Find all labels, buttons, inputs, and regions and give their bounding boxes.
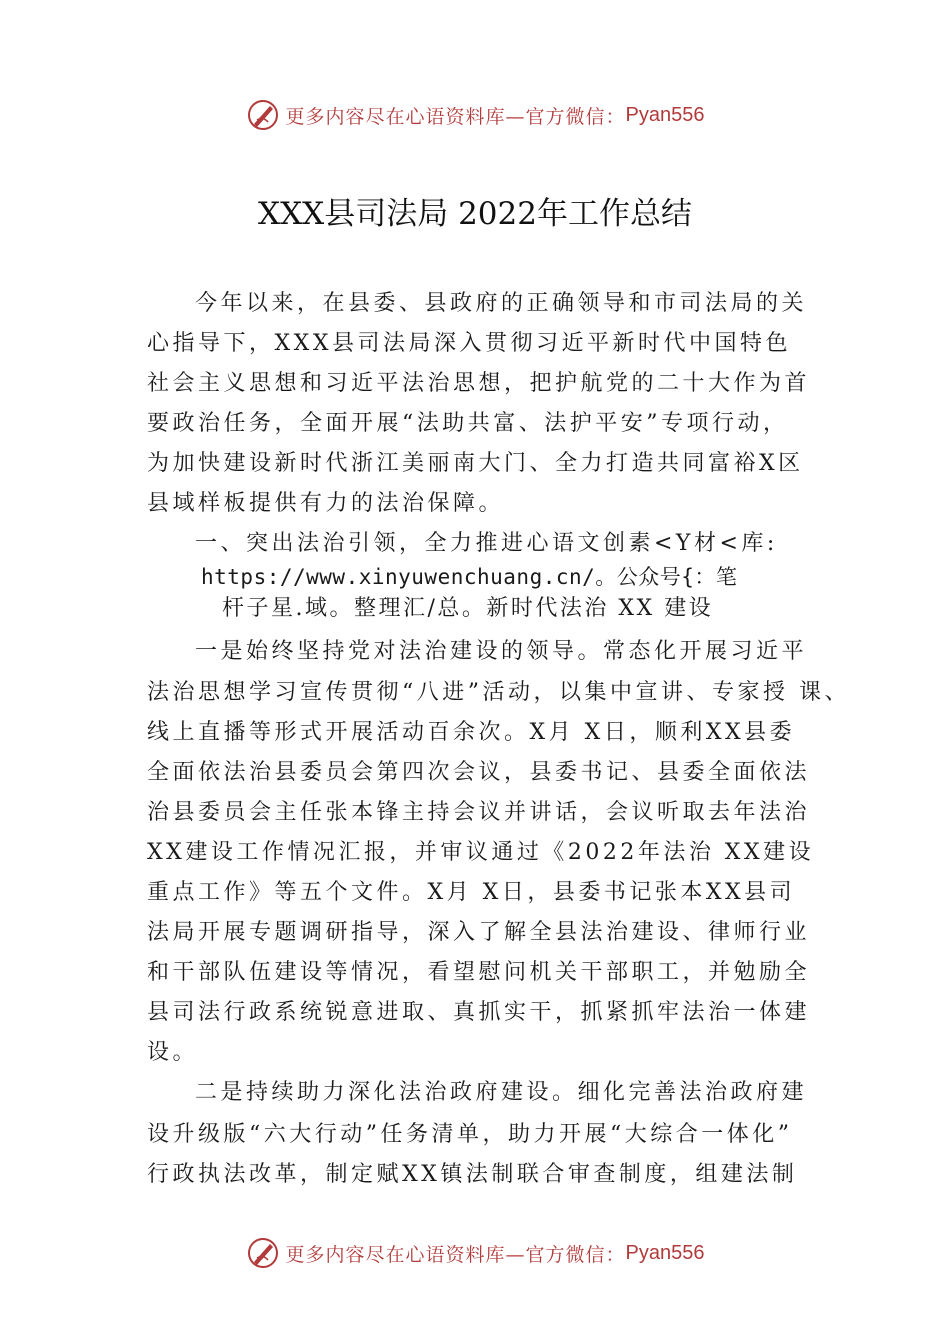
body-line: 县域样板提供有力的法治保障。: [147, 491, 505, 516]
section-heading-line: 一、突出法治引领，全力推进心语文创素<Y材<库:: [195, 531, 778, 556]
footer-banner-content: [246, 1236, 705, 1270]
header-banner-code: Pyan556: [625, 103, 705, 126]
document-title: XXX县司法局 2022年工作总结: [258, 196, 692, 232]
pen-logo-icon: [246, 98, 280, 132]
body-line: 一是始终坚持党对法治建设的领导。常态化开展习近平: [195, 639, 808, 664]
pen-logo-icon: [246, 1236, 280, 1270]
body-line: 法治思想学习宣传贯彻“八进”活动，以集中宣讲、专家授 课、: [147, 680, 850, 705]
body-line: 要政治任务，全面开展“法助共富、法护平安”专项行动，: [147, 411, 789, 436]
footer-banner: [0, 1233, 950, 1273]
body-line: 线上直播等形式开展活动百余次。X月 X日，顺利XX县委: [147, 720, 796, 745]
header-banner-content: [246, 98, 705, 132]
body-line: 心指导下，XXX县司法局深入贯彻习近平新时代中国特色: [147, 331, 791, 356]
body-line: 治县委员会主任张本锋主持会议并讲话，会议听取去年法治: [147, 800, 811, 825]
watermark-url-line: https://www.xinyuwenchuang.cn/。公众号{：笔: [201, 565, 738, 589]
body-line: 二是持续助力深化法治政府建设。细化完善法治政府建: [195, 1080, 808, 1105]
body-line: 和干部队伍建设等情况，看望慰问机关干部职工，并勉励全: [147, 960, 811, 985]
body-line: 社会主义思想和习近平法治思想，把护航党的二十大作为首: [147, 371, 811, 396]
header-banner-text: 更多内容尽在心语资料库—官方微信：: [285, 105, 626, 128]
section-heading-line: 杆子星.域。整理汇/总。新时代法治 XX 建设: [222, 596, 714, 621]
body-line: 重点工作》等五个文件。X月 X日，县委书记张本XX县司: [147, 880, 796, 905]
body-line: 设升级版“六大行动”任务清单，助力开展“大综合一体化”: [147, 1122, 793, 1147]
body-line: XX建设工作情况汇报，并审议通过《2022年法治 XX建设: [147, 840, 815, 865]
footer-banner-text: 更多内容尽在心语资料库—官方微信：: [285, 1243, 626, 1266]
body-line: 法局开展专题调研指导，深入了解全县法治建设、律师行业: [147, 920, 811, 945]
body-line: 今年以来，在县委、县政府的正确领导和市司法局的关: [195, 291, 808, 316]
body-line: 为加快建设新时代浙江美丽南大门、全力打造共同富裕X区: [147, 451, 804, 476]
footer-banner-code: Pyan556: [625, 1241, 705, 1264]
body-line: 县司法行政系统锐意进取、真抓实干，抓紧抓牢法治一体建: [147, 1000, 811, 1025]
body-line: 全面依法治县委员会第四次会议，县委书记、县委全面依法: [147, 760, 811, 785]
header-banner: [0, 95, 950, 135]
body-line: 设。: [147, 1040, 199, 1065]
body-line: 行政执法改革，制定赋XX镇法制联合审查制度，组建法制: [147, 1162, 798, 1187]
